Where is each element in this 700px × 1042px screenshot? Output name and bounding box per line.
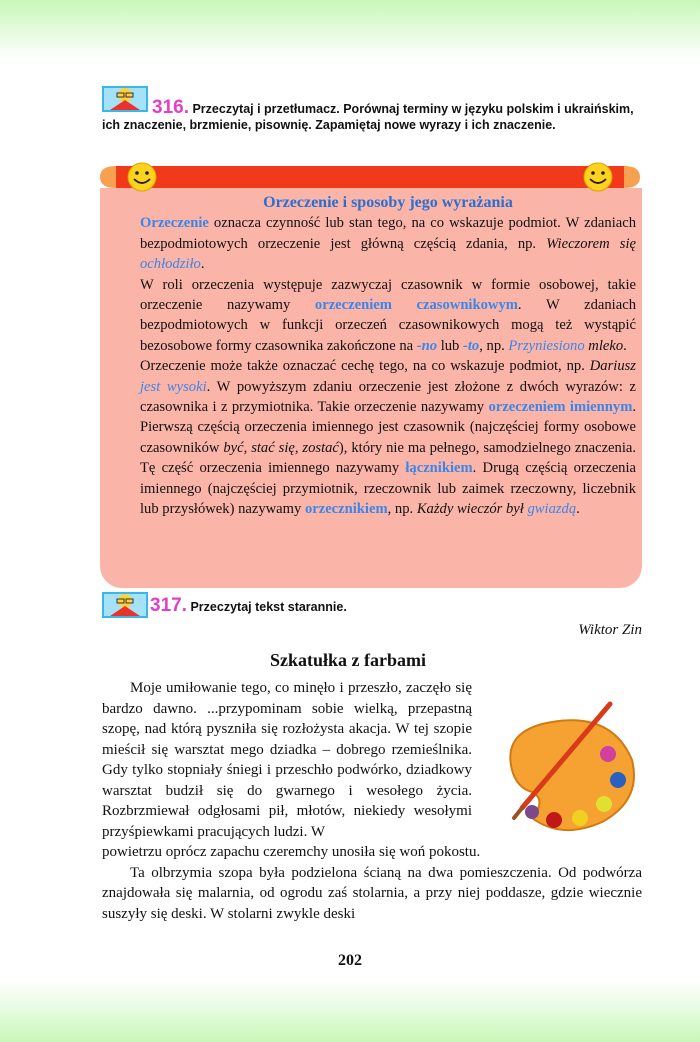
exercise-317-number: 317. <box>150 595 187 616</box>
smiley-icon <box>584 163 612 191</box>
rule-paragraph-2: W roli orzeczenia występuje zazwyczaj czasownik w formie osobowej, takie orzeczenie nazywamy orzeczeniem czasownikowym. W zdaniach bezpodmiotowych w funkcji orzeczeń czasownikowych mogą też wystąpić bezosobowe formy czasownika zakończone na -no lub -to, np. Przyniesiono mleko. <box>140 276 636 354</box>
exercise-317-instruction: 317. Przeczytaj tekst starannie. <box>150 595 347 616</box>
rule-text <box>140 193 636 520</box>
exercise-316-number: 316. <box>152 97 189 118</box>
exercise-316-instruction: 316. Przeczytaj i przetłumacz. Porównaj terminy w języku polskim i ukraińskim, ich znaczenie, brzmienie, pisownię. Zapamiętaj nowe wyrazy i ich znaczenie. <box>102 97 634 132</box>
story-paragraph-2: Ta olbrzymia szopa była podzielona ścianą na dwa pomieszczenia. Od podwórza znajdowała się malarnia, od ogrodu zaś stolarnia, a przy niej poddasze, gdzie wiecznie suszyły się deski. W stolarni zwykle deski <box>102 864 642 922</box>
smiley-icon <box>128 163 156 191</box>
story-paragraph-1-continued: powietrzu oprócz zapachu czeremchy unosiła się woń pokostu. <box>102 844 481 860</box>
story-author: Wiktor Zin <box>578 622 642 638</box>
reading-book-icon <box>102 592 148 618</box>
story-title: Szkatułka z farbami <box>270 650 427 670</box>
rule-paragraph-1: Orzeczenie oznacza czynność lub stan tego, na co wskazuje podmiot. W zdaniach bezpodmiotowych orzeczenie jest główną częścią zdania, np. Wieczorem się ochłodziło. <box>140 215 636 273</box>
story-paragraph-1: Moje umiłowanie tego, co minęło i przeszło, zaczęło się bardzo dawno. ...przypominam sobie wielką, przepastną szopę, nad którą pyszniła się rozłożysta akacja. W tej szopie mieścił się warsztat mego dziadka – dobrego rzemieślnika. Gdy tylko stopniały śniegi i przeschło podwórko, dziadkowy warsztat budził się do gwarnego i wesołego życia. Rozbrzmiewał odgłosami pił, młotów, niekiedy wesołymi przyśpiewkami pracujących ludzi. W <box>102 680 472 840</box>
rule-title: Orzeczenie i sposoby jego wyrażania <box>263 194 513 211</box>
page-number: 202 <box>338 952 362 969</box>
rule-paragraph-3: Orzeczenie może także oznaczać cechę tego, na co wskazuje podmiot, np. Dariusz jest wysoki. W powyższym zdaniu orzeczenie jest złożone z dwóch wyrazów: z czasownika i z przymiotnika. Takie orzeczenie nazywamy orzeczeniem imiennym. Pierwszą częścią orzeczenia imiennego jest czasownik (najczęściej formy osobowe czasowników być, stać się, zostać), który nie ma pełnego, samodzielnego znaczenia. Tę część orzeczenia imiennego nazywamy łącznikiem. Drugą częścią orzeczenia imiennego (najczęściej przymiotnik, rzeczownik lub zaimek rzeczowny, liczebnik lub przysłówek) nazywamy orzecznikiem, np. Każdy wieczór był gwiazdą. <box>140 358 637 518</box>
paint-palette-icon <box>492 700 642 840</box>
rule-banner <box>96 160 644 196</box>
